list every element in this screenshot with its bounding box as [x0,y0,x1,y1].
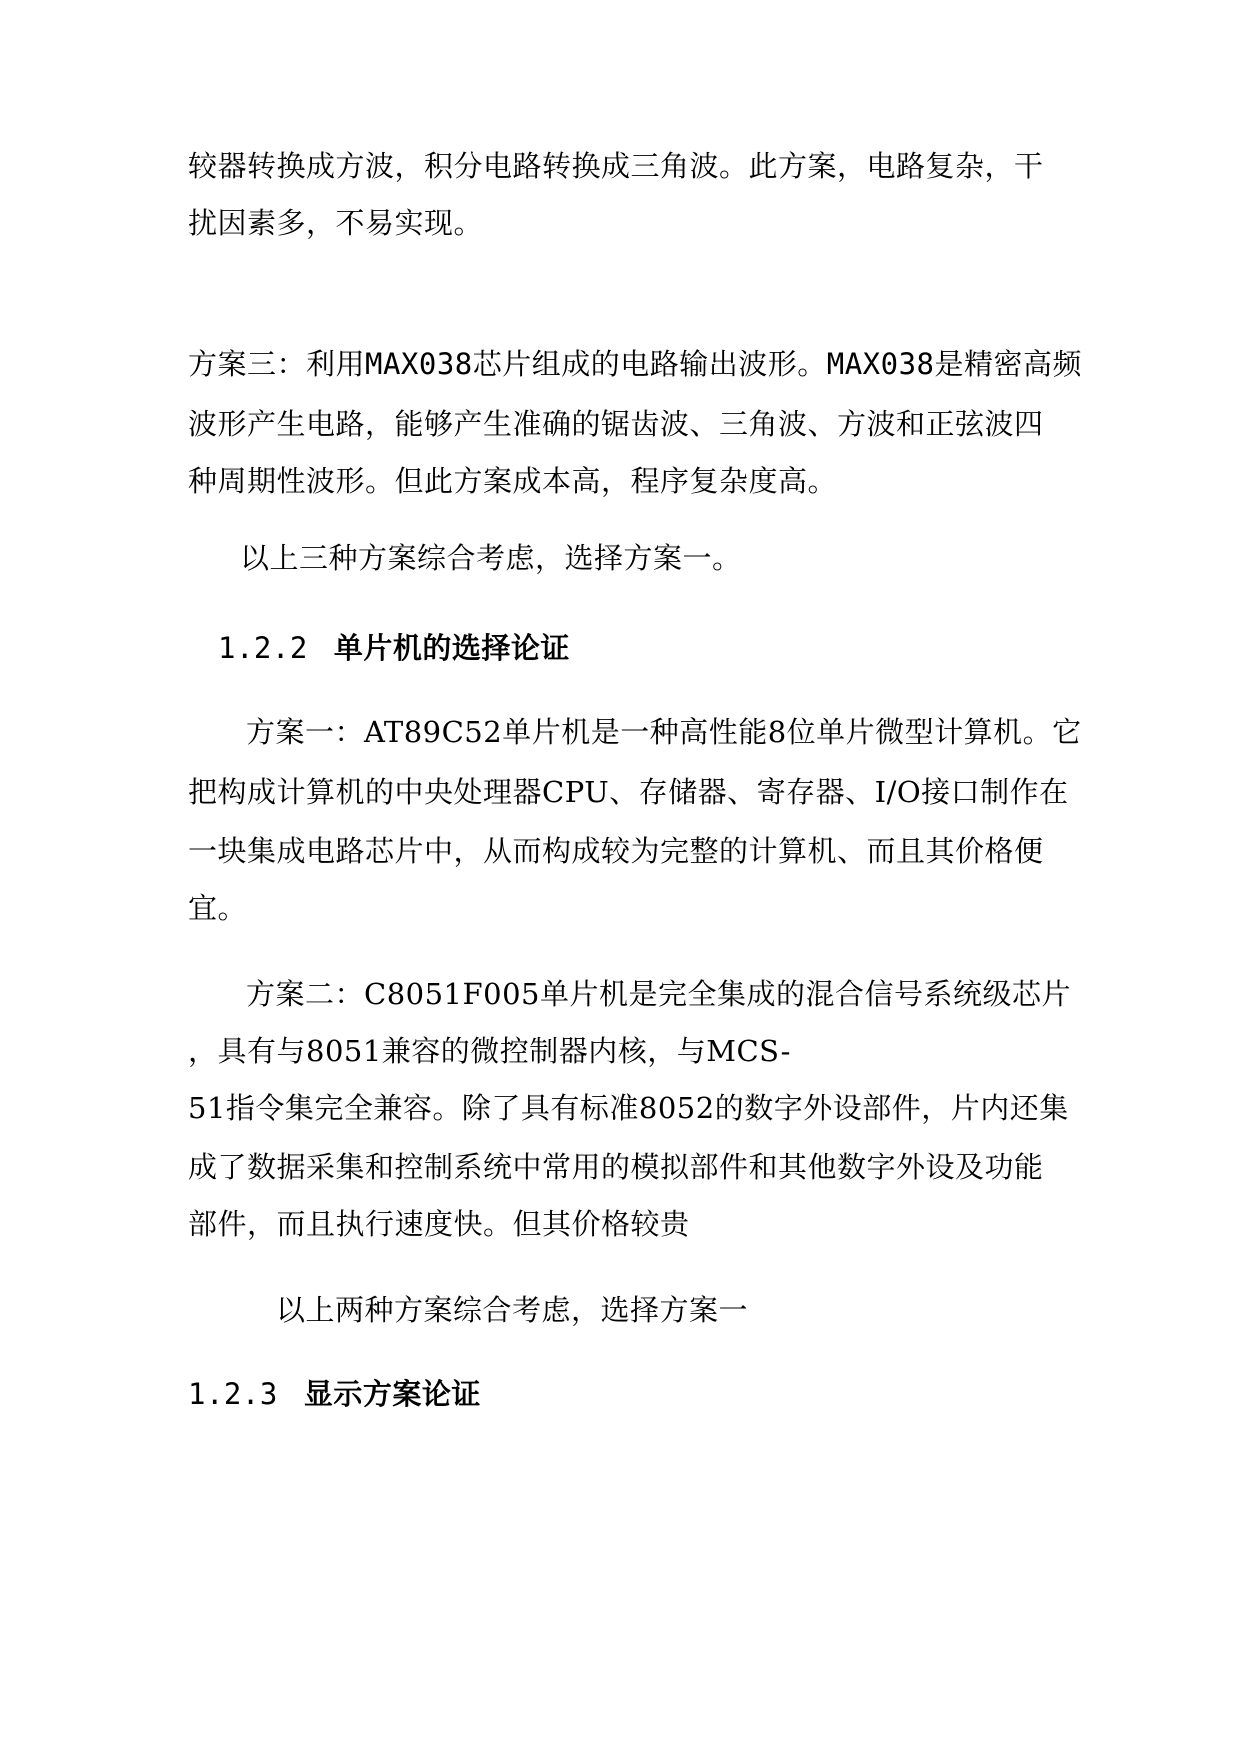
section-title: 单片机的选择论证 [333,631,570,665]
paragraph-line: ，具有与8051兼容的微控制器内核，与MCS- [188,1034,791,1068]
section-number: 1.2.2 [218,631,308,665]
paragraph-line: 种周期性波形。但此方案成本高，程序复杂度高。 [188,464,838,498]
paragraph-line: 较器转换成方波，积分电路转换成三角波。此方案，电路复杂，干 [188,149,1044,183]
section-title: 显示方案论证 [303,1377,481,1411]
paragraph-line: 宜。 [188,891,248,925]
paragraph-line: 以上两种方案综合考虑，选择方案一 [276,1293,749,1327]
paragraph-line: 部件，而且执行速度快。但其价格较贵 [188,1207,690,1241]
paragraph-line: 以上三种方案综合考虑，选择方案一。 [240,541,742,575]
paragraph-line: 51指令集完全兼容。除了具有标准8052的数字外设部件，片内还集 [188,1091,1069,1125]
paragraph-line: 一块集成电路芯片中，从而构成较为完整的计算机、而且其价格便 [188,834,1044,868]
paragraph-line: 波形产生电路，能够产生准确的锯齿波、三角波、方波和正弦波四 [188,407,1044,441]
paragraph-line: 把构成计算机的中央处理器CPU、存储器、寄存器、I/O接口制作在 [188,775,1069,809]
section-heading [188,1374,481,1414]
paragraph-line: 成了数据采集和控制系统中常用的模拟部件和其他数字外设及功能 [188,1150,1044,1184]
section-number: 1.2.3 [188,1377,278,1411]
paragraph-line: 方案一：AT89C52单片机是一种高性能8位单片微型计算机。它 [246,715,1082,749]
section-heading [218,628,570,668]
paragraph-line: 方案三：利用MAX038芯片组成的电路输出波形。MAX038是精密高频 [188,347,1083,381]
paragraph-line: 方案二：C8051F005单片机是完全集成的混合信号系统级芯片 [246,977,1071,1011]
paragraph-line: 扰因素多，不易实现。 [188,206,484,240]
